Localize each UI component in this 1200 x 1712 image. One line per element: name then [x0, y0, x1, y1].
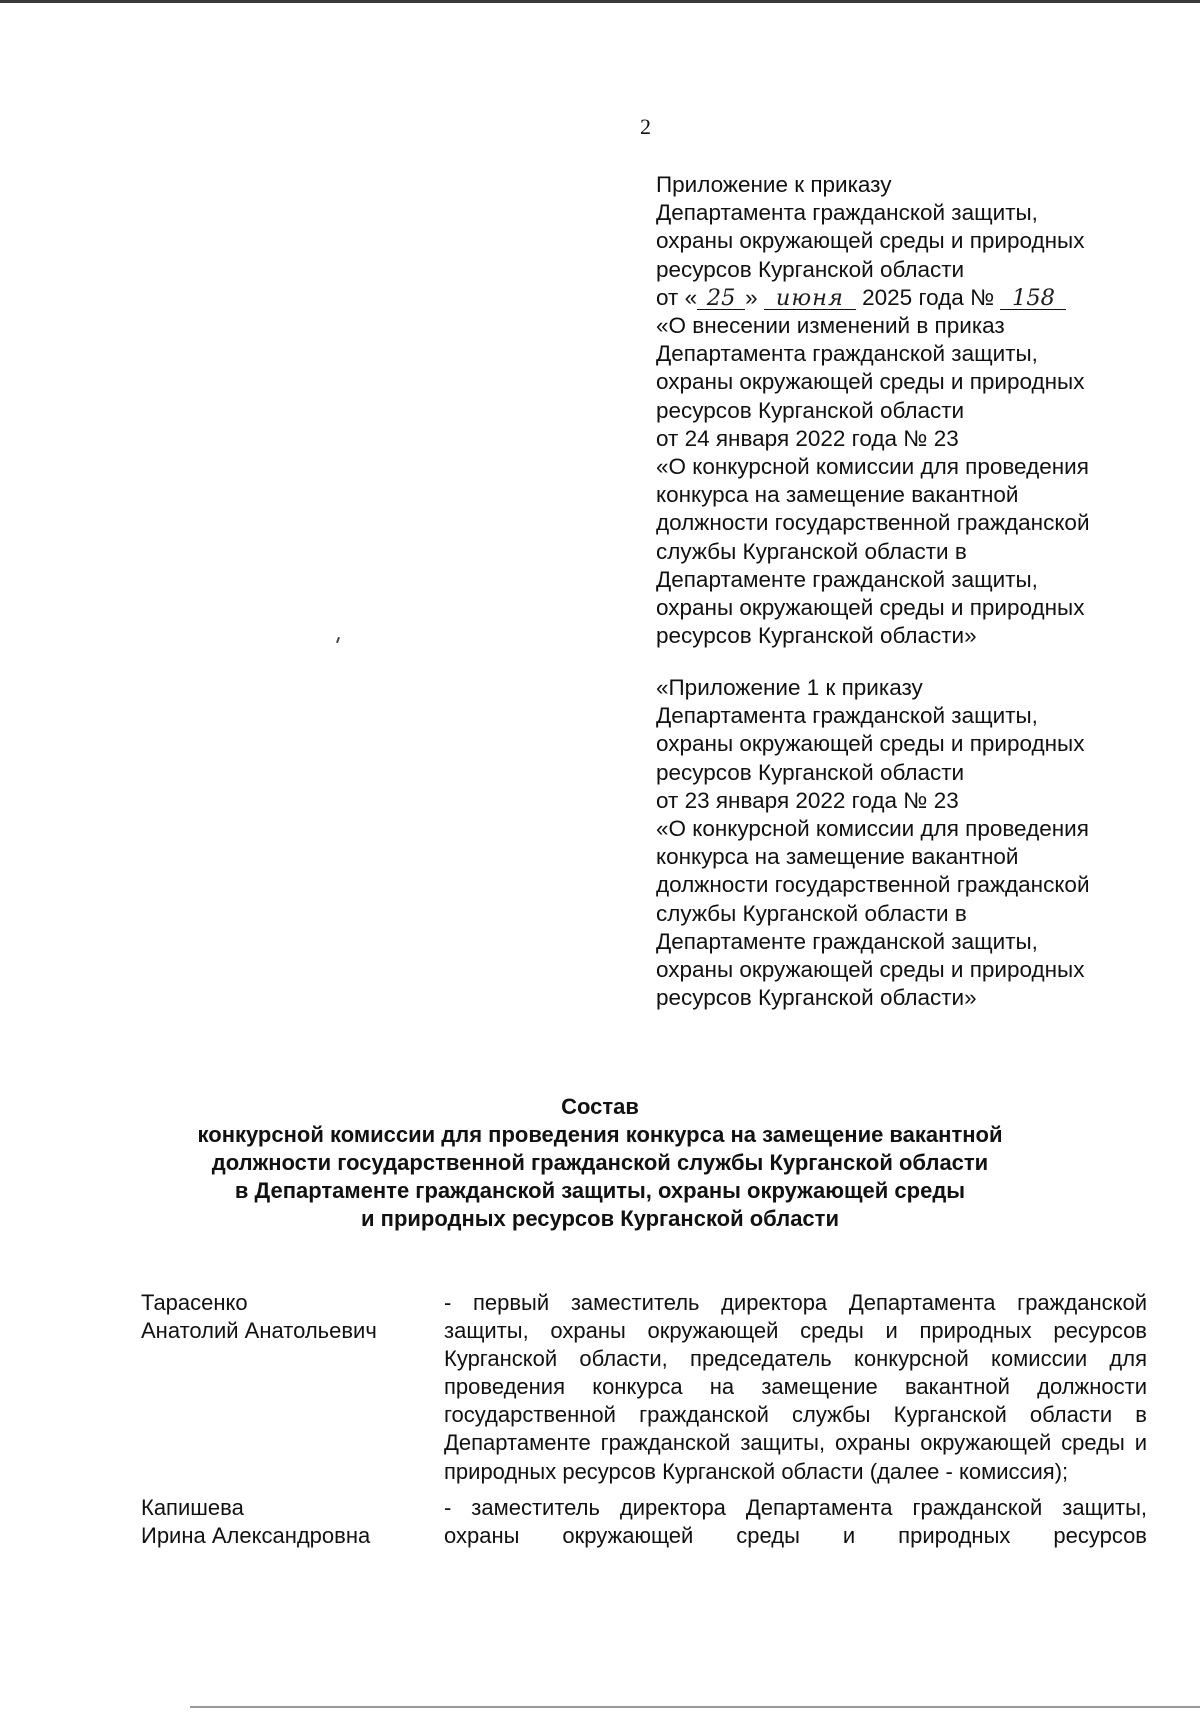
annex-line: «О конкурсной комиссии для проведения [656, 816, 1089, 842]
date-year: 2025 года № [862, 284, 995, 310]
page-number: 2 [640, 114, 651, 139]
annex-line: конкурса на замещение вакантной [656, 844, 1019, 870]
annex-line: Департаменте гражданской защиты, [656, 566, 1038, 592]
member-description: - заместитель директора Департамента гражданской защиты, охраны окружающей среды и природных ресурсов [444, 1494, 1147, 1548]
annex-line: Департамента гражданской защиты, [656, 703, 1038, 729]
annex-line: Департамента гражданской защиты, [656, 341, 1038, 367]
annex-date-line [656, 284, 1176, 312]
annex-line: службы Курганской области в [656, 900, 967, 926]
annex-line: «О внесении изменений в приказ [656, 313, 1005, 339]
member-surname: Капишева [141, 1494, 244, 1520]
member-surname: Тарасенко [141, 1290, 248, 1315]
scan-top-edge [0, 0, 1200, 3]
annex-line: охраны окружающей среды и природных [656, 957, 1085, 983]
annex-line: ресурсов Курганской области» [656, 623, 977, 649]
annex-line: ресурсов Курганской области» [656, 985, 977, 1011]
annex-line: конкурса на замещение вакантной [656, 482, 1019, 508]
handwritten-day: 25 [697, 287, 745, 310]
annex-line: от 23 января 2022 года № 23 [656, 787, 959, 813]
title-line: и природных ресурсов Курганской области [361, 1206, 839, 1231]
annex-line: «Приложение 1 к приказу [656, 675, 923, 700]
member-entry [141, 1289, 1151, 1486]
member-entry [141, 1494, 1151, 1550]
annex-line: должности государственной гражданской [656, 510, 1090, 536]
annex-header-original [656, 674, 1176, 1012]
date-mid: » [745, 284, 758, 310]
member-name [141, 1494, 431, 1550]
annex-line: Департамента гражданской защиты, [656, 200, 1038, 226]
scan-speck [336, 637, 340, 643]
annex-line: Департаменте гражданской защиты, [656, 928, 1038, 954]
annex-line: ресурсов Курганской области [656, 256, 965, 282]
annex-header-current [656, 171, 1176, 650]
annex-line: охраны окружающей среды и природных [656, 595, 1085, 621]
title-line: должности государственной гражданской службы Курганской области [211, 1150, 989, 1175]
handwritten-month: июня [764, 287, 856, 310]
annex-line: должности государственной гражданской [656, 872, 1090, 898]
annex-line: охраны окружающей среды и природных [656, 369, 1085, 395]
date-prefix: от « [656, 284, 698, 310]
handwritten-order-number: 158 [1000, 287, 1066, 310]
annex-line: Приложение к приказу [656, 172, 892, 197]
annex-line: ресурсов Курганской области [656, 759, 965, 785]
annex-line: службы Курганской области в [656, 538, 967, 564]
member-name [141, 1289, 431, 1345]
member-description: - первый заместитель директора Департамента гражданской защиты, охраны окружающей среды и природных ресурсов Курганской области, председатель конкурсной комиссии для проведения конкурса на замещение вакантной должности государственной гражданской службы Курганской области в Департаменте гражданской защиты, охраны окружающей среды и природных ресурсов Курганской области (далее - комиссия); [444, 1290, 1147, 1484]
annex-line: «О конкурсной комиссии для проведения [656, 454, 1089, 480]
annex-line: ресурсов Курганской области [656, 397, 965, 423]
annex-line: от 24 января 2022 года № 23 [656, 425, 959, 451]
annex-line: охраны окружающей среды и природных [656, 731, 1085, 757]
title-line: конкурсной комиссии для проведения конкурса на замещение вакантной [197, 1122, 1003, 1147]
commission-members-list [141, 1289, 1151, 1558]
document-title [100, 1093, 1100, 1233]
member-given-names: Анатолий Анатольевич [141, 1318, 377, 1343]
member-given-names: Ирина Александровна [141, 1522, 371, 1548]
title-line: Состав [561, 1094, 639, 1119]
annex-line: охраны окружающей среды и природных [656, 228, 1085, 254]
title-line: в Департаменте гражданской защиты, охраны окружающей среды [234, 1178, 966, 1203]
scan-bottom-edge [190, 1706, 1200, 1708]
